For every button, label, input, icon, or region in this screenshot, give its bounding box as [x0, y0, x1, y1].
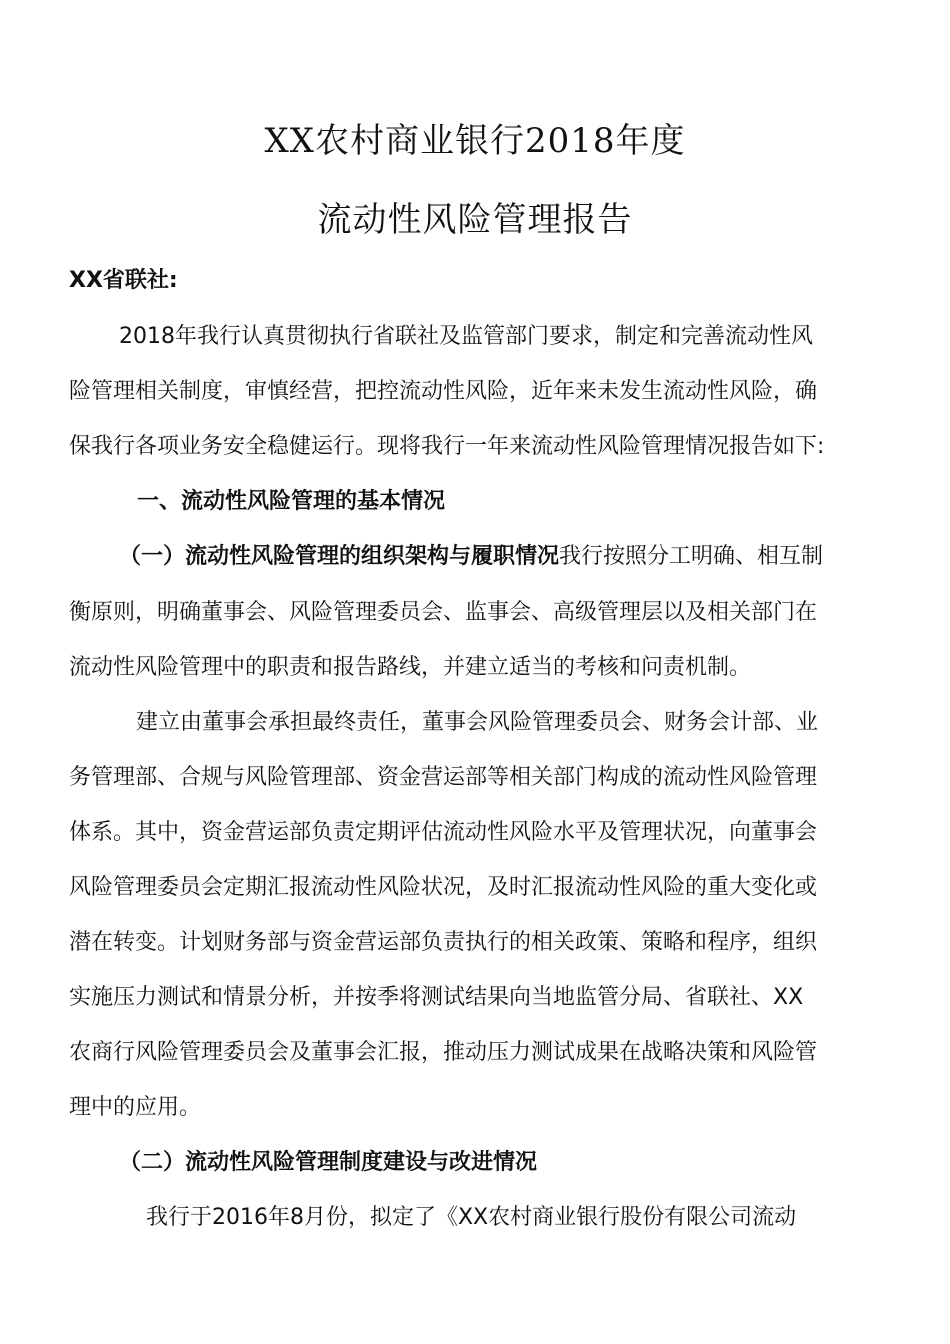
paragraph-line: 流动性风险管理中的职责和报告路线，并建立适当的考核和问责机制。	[69, 655, 752, 680]
subsection-heading: （一）流动性风险管理的组织架构与履职情况	[119, 544, 560, 569]
document-title-line1: XX农村商业银行2018年度	[264, 121, 686, 161]
paragraph-line: 理中的应用。	[69, 1095, 202, 1120]
intro-line: 保我行各项业务安全稳健运行。现将我行一年来流动性风险管理情况报告如下:	[69, 434, 825, 459]
paragraph-text: 我行按照分工明确、相互制	[559, 544, 824, 569]
paragraph-line: 实施压力测试和情景分析，并按季将测试结果向当地监管分局、省联社、XX	[69, 985, 804, 1010]
paragraph-line: 潜在转变。计划财务部与资金营运部负责执行的相关政策、策略和程序，组织	[69, 930, 818, 955]
paragraph-line: 我行于2016年8月份，拟定了《XX农村商业银行股份有限公司流动	[146, 1205, 797, 1230]
subsection-paragraph-first-line	[119, 542, 823, 572]
paragraph-line: 衡原则，明确董事会、风险管理委员会、监事会、高级管理层以及相关部门在	[69, 600, 818, 625]
paragraph-line: 农商行风险管理委员会及董事会汇报，推动压力测试成果在战略决策和风险管	[69, 1040, 818, 1065]
paragraph-line: 风险管理委员会定期汇报流动性风险状况，及时汇报流动性风险的重大变化或	[69, 875, 818, 900]
subsection-heading: （二）流动性风险管理制度建设与改进情况	[119, 1150, 538, 1175]
document-title-line2: 流动性风险管理报告	[317, 200, 633, 240]
paragraph-line: 建立由董事会承担最终责任，董事会风险管理委员会、财务会计部、业	[136, 710, 819, 735]
intro-line: 险管理相关制度，审慎经营，把控流动性风险，近年来未发生流动性风险，确	[69, 379, 818, 404]
intro-line: 2018年我行认真贯彻执行省联社及监管部门要求，制定和完善流动性风	[119, 324, 813, 349]
salutation	[69, 266, 178, 296]
paragraph-line: 务管理部、合规与风险管理部、资金营运部等相关部门构成的流动性风险管理	[69, 765, 818, 790]
paragraph-line: 体系。其中，资金营运部负责定期评估流动性风险水平及管理状况，向董事会	[69, 820, 818, 845]
section-heading: 一、流动性风险管理的基本情况	[137, 489, 446, 514]
salutation-text: XX省联社:	[69, 268, 178, 293]
